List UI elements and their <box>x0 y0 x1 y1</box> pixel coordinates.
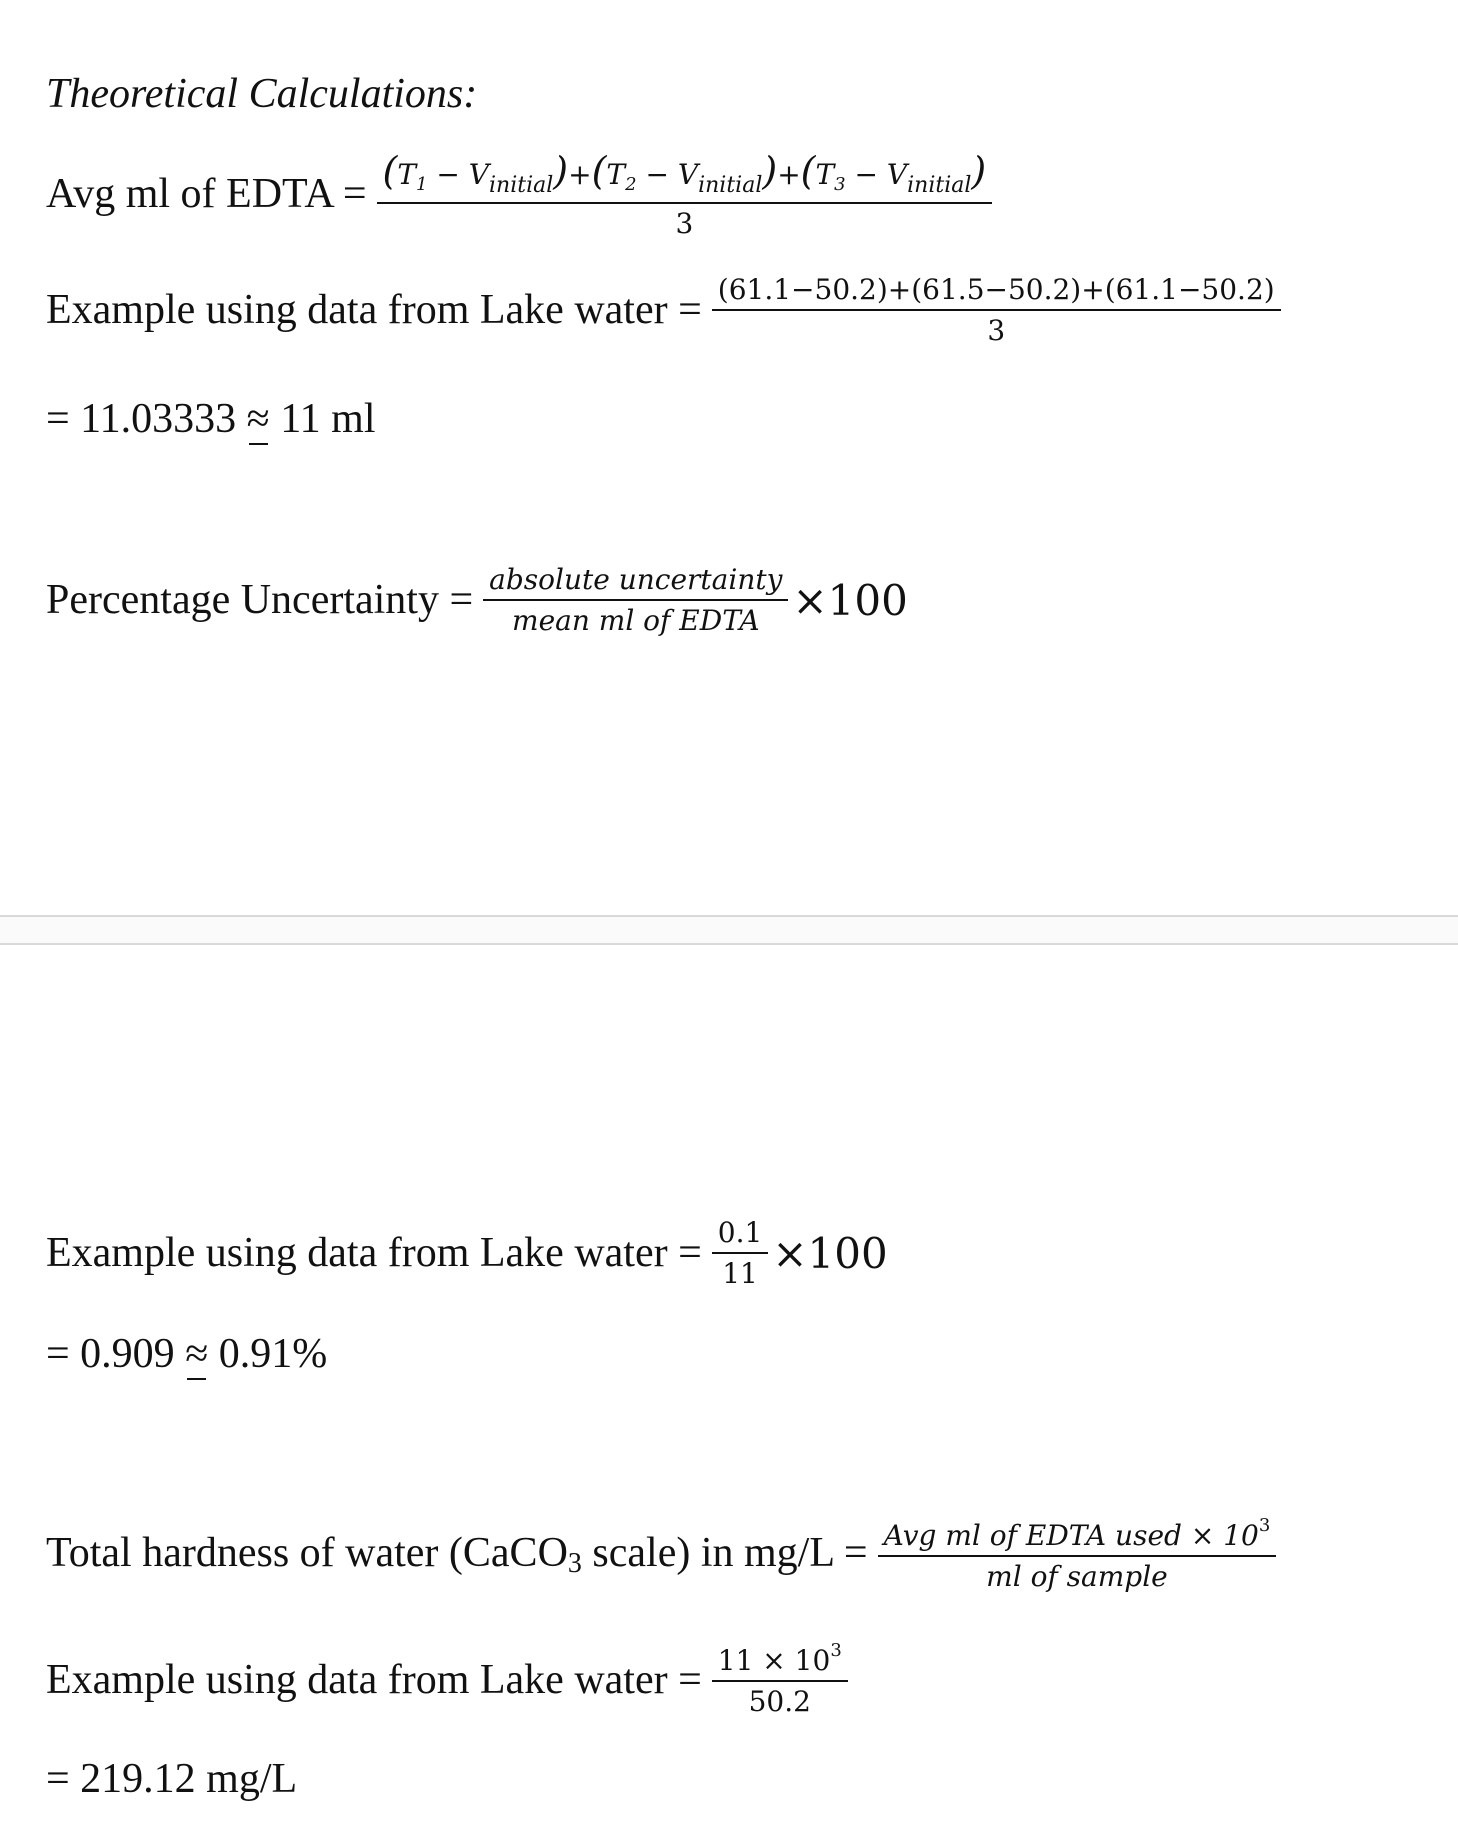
hardness-lhs: Total hardness of water (CaCO$_3$ scale) in mg/L = <box>46 1530 868 1579</box>
avg-formula <box>46 148 992 241</box>
example2-denominator: 11 <box>722 1257 758 1290</box>
example3-denominator: 50.2 <box>748 1685 811 1718</box>
example-lake-water-avg <box>46 272 1281 348</box>
example2-fraction <box>712 1215 769 1291</box>
approx-symbol: ≈ <box>185 1331 209 1377</box>
section-heading: Theoretical Calculations: <box>46 71 478 117</box>
percentage-lhs: Percentage Uncertainty = <box>46 577 474 623</box>
hardness-denominator: ml of sample <box>986 1560 1168 1593</box>
approx-symbol: ≈ <box>246 396 270 442</box>
example3-lhs: Example using data from Lake water = <box>46 1656 702 1703</box>
example1-fraction <box>712 272 1281 348</box>
example2-lhs: Example using data from Lake water = <box>46 1230 702 1276</box>
example2-numerator: 0.1 <box>712 1215 769 1254</box>
total-hardness-formula <box>46 1515 1276 1594</box>
result-hardness: = 219.12 mg/L <box>46 1756 298 1802</box>
percentage-times: ×100 <box>792 575 908 625</box>
avg-formula-numerator: $(T_1 - V_{initial})+(T_2 - V_{initial})+(T_3 - V_{initial})$ <box>377 148 993 204</box>
example1-numerator: (61.1−50.2)+(61.5−50.2)+(61.1−50.2) <box>712 272 1281 311</box>
avg-formula-lhs: Avg ml of EDTA = <box>46 171 367 218</box>
avg-formula-denominator: 3 <box>675 206 694 240</box>
percentage-numerator: absolute uncertainty <box>483 562 788 601</box>
example-lake-water-hardness <box>46 1640 848 1719</box>
example2-times: ×100 <box>772 1228 888 1278</box>
example-lake-water-uncertainty <box>46 1215 888 1291</box>
example1-lhs: Example using data from Lake water = <box>46 287 702 333</box>
percentage-fraction <box>483 562 788 638</box>
result-uncertainty: = 0.909 ≈ 0.91% <box>46 1331 328 1377</box>
avg-formula-fraction <box>377 148 993 241</box>
percentage-denominator: mean ml of EDTA <box>512 604 760 637</box>
hardness-numerator: Avg ml of EDTA used × $10^3$ <box>878 1515 1277 1557</box>
example3-numerator: $11 \times 10^3$ <box>712 1640 848 1682</box>
result-avg-ml: = 11.03333 ≈ 11 ml <box>46 396 376 442</box>
page-divider <box>0 915 1458 945</box>
percentage-uncertainty-formula <box>46 562 908 638</box>
example3-fraction <box>712 1640 848 1719</box>
example1-denominator: 3 <box>987 314 1006 347</box>
hardness-fraction <box>878 1515 1277 1594</box>
